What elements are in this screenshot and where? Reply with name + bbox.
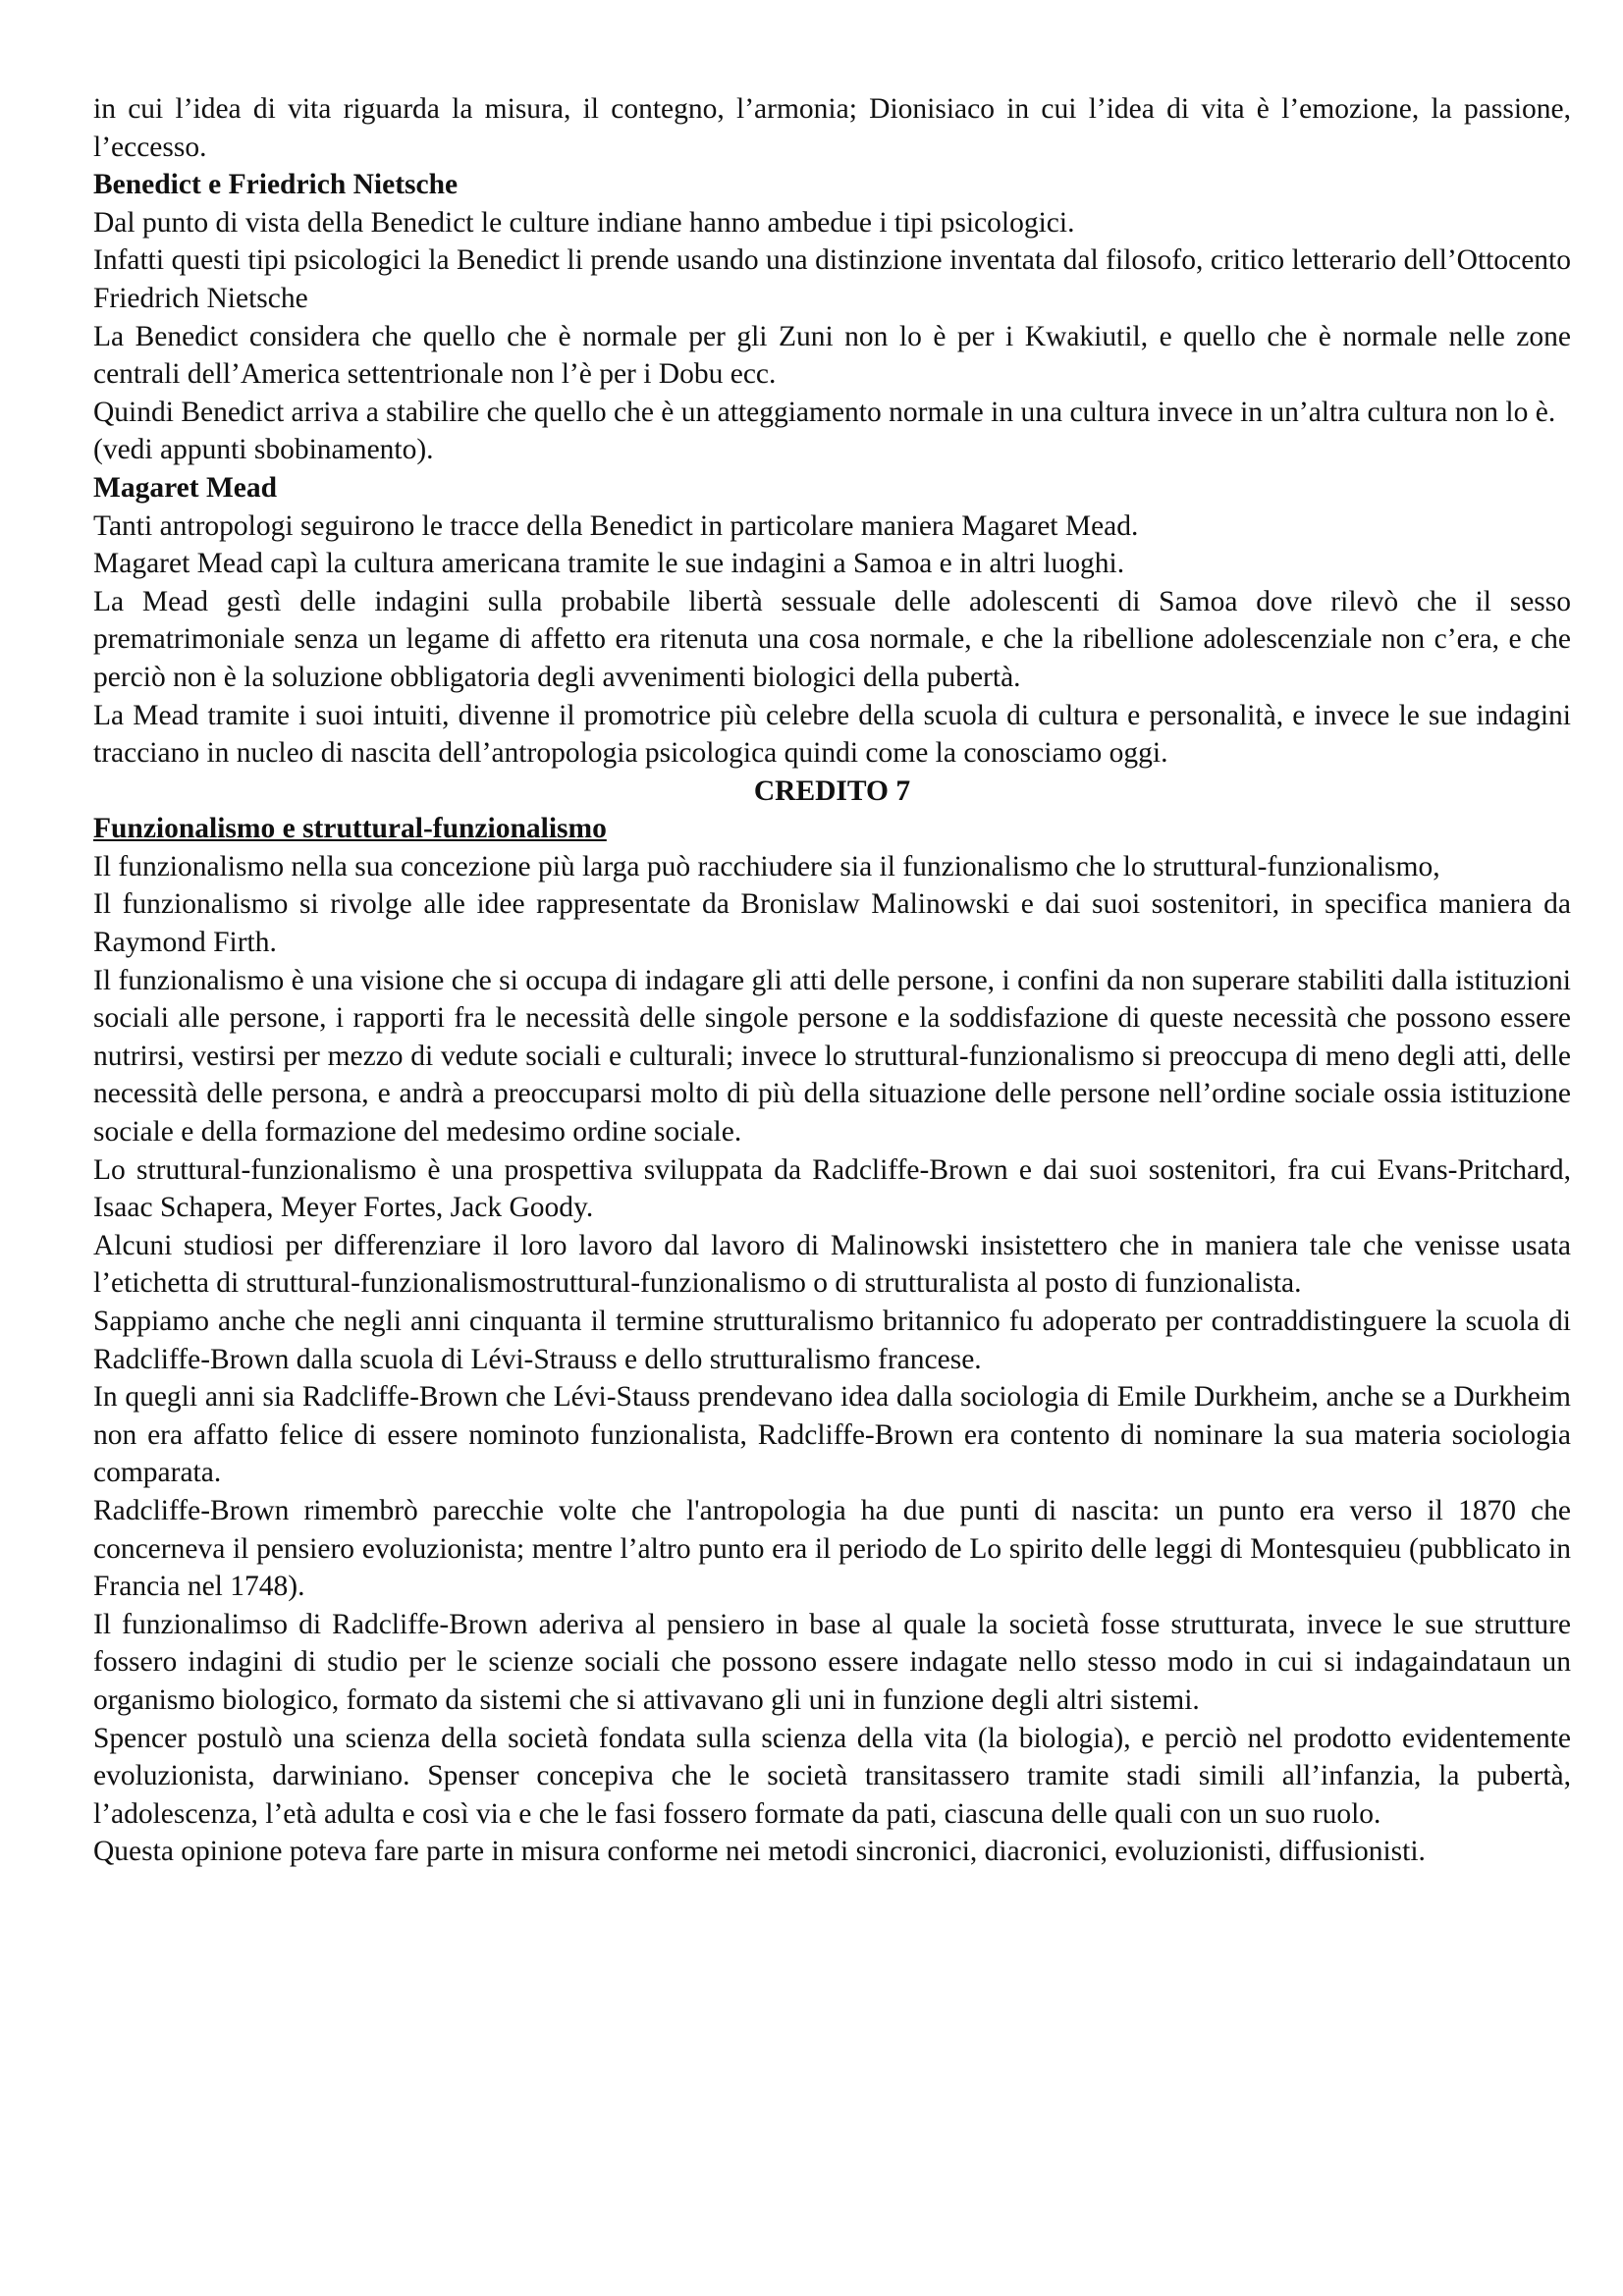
paragraph: Radcliffe-Brown rimembrò parecchie volte che l'antropologia ha due punti di nascita: un punto era verso il 1870 che concerneva il pensiero evoluzionista; mentre l’altro punto era il periodo de Lo spirito delle leggi di Montesquieu (pubblicato in Francia nel 1748).: [93, 1494, 1571, 1603]
section-heading-underlined: Funzionalismo e struttural-funzionalismo: [93, 813, 607, 845]
paragraph: Il funzionalismo si rivolge alle idee rappresentate da Bronislaw Malinowski e dai suoi sostenitori, in specifica maniera da Raymond Firth.: [93, 888, 1571, 959]
paragraph: La Mead tramite i suoi intuiti, divenne il promotrice più celebre della scuola di cultura e personalità, e invece le sue indagini tracciano in nucleo di nascita dell’antropologia psicologica quindi come la conosciamo oggi.: [93, 699, 1571, 770]
paragraph: Lo struttural-funzionalismo è una prospettiva sviluppata da Radcliffe-Brown e dai suoi sostenitori, fra cui Evans-Pritchard, Isaac Schapera, Meyer Fortes, Jack Goody.: [93, 1153, 1571, 1224]
paragraph: Quindi Benedict arriva a stabilire che quello che è un atteggiamento normale in una cultura invece in un’altra cultura non lo è.: [93, 396, 1556, 428]
paragraph: La Benedict considera che quello che è normale per gli Zuni non lo è per i Kwakiutil, e quello che è normale nelle zone centrali dell’America settentrionale non l’è per i Dobu ecc.: [93, 320, 1571, 391]
paragraph: Infatti questi tipi psicologici la Benedict li prende usando una distinzione inventata dal filosofo, critico letterario dell’Ottocento Friedrich Nietsche: [93, 244, 1571, 314]
paragraph: Dal punto di vista della Benedict le culture indiane hanno ambedue i tipi psicologici.: [93, 206, 1075, 239]
paragraph: Questa opinione poteva fare parte in misura conforme nei metodi sincronici, diacronici, evoluzionisti, diffusionisti.: [93, 1836, 1426, 1868]
section-heading: Magaret Mead: [93, 471, 278, 504]
paragraph: Magaret Mead capì la cultura americana tramite le sue indagini a Samoa e in altri luoghi.: [93, 548, 1125, 580]
paragraph: In quegli anni sia Radcliffe-Brown che Lévi-Stauss prendevano idea dalla sociologia di Emile Durkheim, anche se a Durkheim non era affatto felice di essere nominoto funzionalista, Radcliffe-Brown era contento di nominare la sua materia sociologia comparata.: [93, 1381, 1571, 1489]
paragraph: Il funzionalimso di Radcliffe-Brown aderiva al pensiero in base al quale la società fosse strutturata, invece le sue strutture fossero indagini di studio per le scienze sociali che possono essere indagate nello stesso modo in cui si indagaindataun un organismo biologico, formato da sistemi che si attivavano gli uni in funzione degli altri sistemi.: [93, 1608, 1571, 1716]
paragraph: Il funzionalismo nella sua concezione più larga può racchiudere sia il funzionalismo che lo struttural-funzionalismo,: [93, 850, 1440, 882]
document-page: [93, 90, 1571, 1871]
paragraph: Sappiamo anche che negli anni cinquanta il termine strutturalismo britannico fu adoperato per contraddistinguere la scuola di Radcliffe-Brown dalla scuola di Lévi-Strauss e dello strutturalismo francese.: [93, 1306, 1571, 1375]
paragraph: Il funzionalismo è una visione che si occupa di indagare gli atti delle persone, i confini da non superare stabiliti dalla istituzioni sociali alle persone, i rapporti fra le necessità delle singole persone e la soddisfazione di queste necessità che possono essere nutrirsi, vestirsi per mezzo di vedute sociali e culturali; invece lo struttural-funzionalismo si preoccupa di meno degli atti, delle necessità delle persona, e andrà a preoccuparsi molto di più della situazione delle persone nell’ordine sociale ossia istituzione sociale e della formazione del medesimo ordine sociale.: [93, 964, 1571, 1148]
paragraph: Spencer postulò una scienza della società fondata sulla scienza della vita (la biologia), e perciò nel prodotto evidentemente evoluzionista, darwiniano. Spenser concepiva che le società transitassero tramite stadi simili all’infanzia, la pubertà, l’adolescenza, l’età adulta e così via e che le fasi fossero formate da pati, ciascuna delle quali con un suo ruolo.: [93, 1722, 1571, 1830]
section-heading: Benedict e Friedrich Nietsche: [93, 169, 459, 201]
paragraph: Alcuni studiosi per differenziare il loro lavoro dal lavoro di Malinowski insistettero che in maniera tale che venisse usata l’etichetta di struttural-funzionalismostruttural-funzionalismo o di strutturalista al posto di funzionalista.: [93, 1229, 1571, 1300]
paragraph: La Mead gestì delle indagini sulla probabile libertà sessuale delle adolescenti di Samoa dove rilevò che il sesso prematrimoniale senza un legame di affetto era ritenuta una cosa normale, e che la ribellione adolescenziale non c’era, e che perciò non è la soluzione obbligatoria degli avvenimenti biologici della pubertà.: [93, 585, 1571, 693]
paragraph: (vedi appunti sbobinamento).: [93, 434, 434, 466]
paragraph: in cui l’idea di vita riguarda la misura, il contegno, l’armonia; Dionisiaco in cui l’idea di vita è l’emozione, la passione, l’eccesso.: [93, 93, 1571, 163]
paragraph: Tanti antropologi seguirono le tracce della Benedict in particolare maniera Magaret Mead.: [93, 509, 1139, 542]
credit-title: CREDITO 7: [753, 774, 911, 807]
